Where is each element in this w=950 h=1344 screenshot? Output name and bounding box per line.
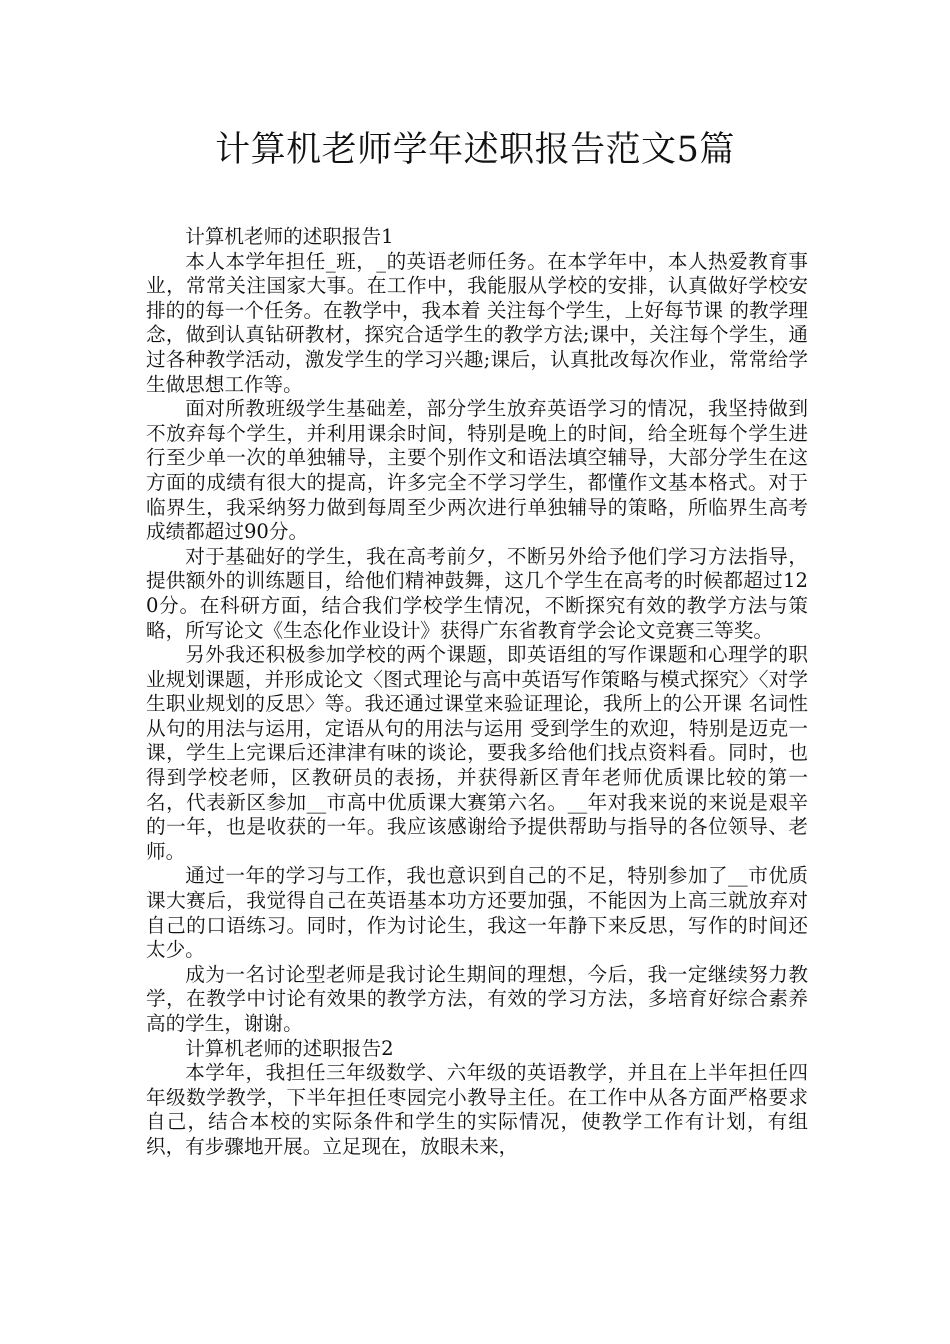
document-body [146, 225, 808, 1160]
body-paragraph: 本人本学年担任_班，_的英语老师任务。在本学年中，本人热爱教育事业，常常关注国家大事。在工作中，我能服从学校的安排，认真做好学校安排的的每一个任务。在教学中，我本着 关注每个学生，上好每节课 的教学理念，做到认真钻研教材，探究合适学生的教学方法;课中，关注每个学生，通过各种教学活动，激发学生的学习兴趣;课后，认真批改每次作业，常常给学生做思想工作等。 [146, 249, 808, 396]
body-paragraph: 通过一年的学习与工作，我也意识到自己的不足，特别参加了__市优质课大赛后，我觉得自己在英语基本功方还要加强，不能因为上高三就放弃对自己的口语练习。同时，作为讨论生，我这一年静下来反思，写作的时间还太少。 [146, 864, 808, 962]
body-paragraph: 另外我还积极参加学校的两个课题，即英语组的写作课题和心理学的职业规划课题，并形成论文〈图式理论与高中英语写作策略与模式探究〉〈对学生职业规划的反思〉等。我还通过课堂来验证理论，我所上的公开课 名词性从句的用法与运用，定语从句的用法与运用 受到学生的欢迎，特别是迈克一课，学生上完课后还津津有味的谈论，要我多给他们找点资料看。同时，也得到学校老师，区教研员的表扬，并获得新区青年老师优质课比较的第一名，代表新区参加__市高中优质课大赛第六名。__年对我来说的来说是艰辛的一年，也是收获的一年。我应该感谢给予提供帮助与指导的各位领导、老师。 [146, 643, 808, 863]
body-paragraph: 成为一名讨论型老师是我讨论生期间的理想，今后，我一定继续努力教学，在教学中讨论有效果的教学方法，有效的学习方法，多培育好综合素养高的学生，谢谢。 [146, 962, 808, 1035]
body-paragraph: 面对所教班级学生基础差，部分学生放弃英语学习的情况，我坚持做到不放弃每个学生，并利用课余时间，特别是晚上的时间，给全班每个学生进行至少单一次的单独辅导，主要个别作文和语法填空辅导，大部分学生在这方面的成绩有很大的提高，许多完全不学习学生，都懂作文基本格式。对于临界生，我采纳努力做到每周至少两次进行单独辅导的策略，所临界生高考成绩都超过90分。 [146, 397, 808, 544]
section-heading-1: 计算机老师的述职报告1 [185, 225, 394, 248]
document-title: 计算机老师学年述职报告范文5篇 [215, 130, 735, 170]
body-paragraph: 本学年，我担任三年级数学、六年级的英语教学，并且在上半年担任四年级数学教学，下半年担任枣园完小教导主任。在工作中从各方面严格要求自己，结合本校的实际条件和学生的实际情况，使教学工作有计划，有组织，有步骤地开展。立足现在，放眼未来， [146, 1061, 808, 1158]
section-heading-2: 计算机老师的述职报告2 [185, 1036, 394, 1060]
body-paragraph: 对于基础好的学生，我在高考前夕，不断另外给予他们学习方法指导，提供额外的训练题目，给他们精神鼓舞，这几个学生在高考的时候都超过120分。在科研方面，结合我们学校学生情况，不断探究有效的教学方法与策略，所写论文《生态化作业设计》获得广东省教育学会论文竞赛三等奖。 [146, 544, 808, 642]
